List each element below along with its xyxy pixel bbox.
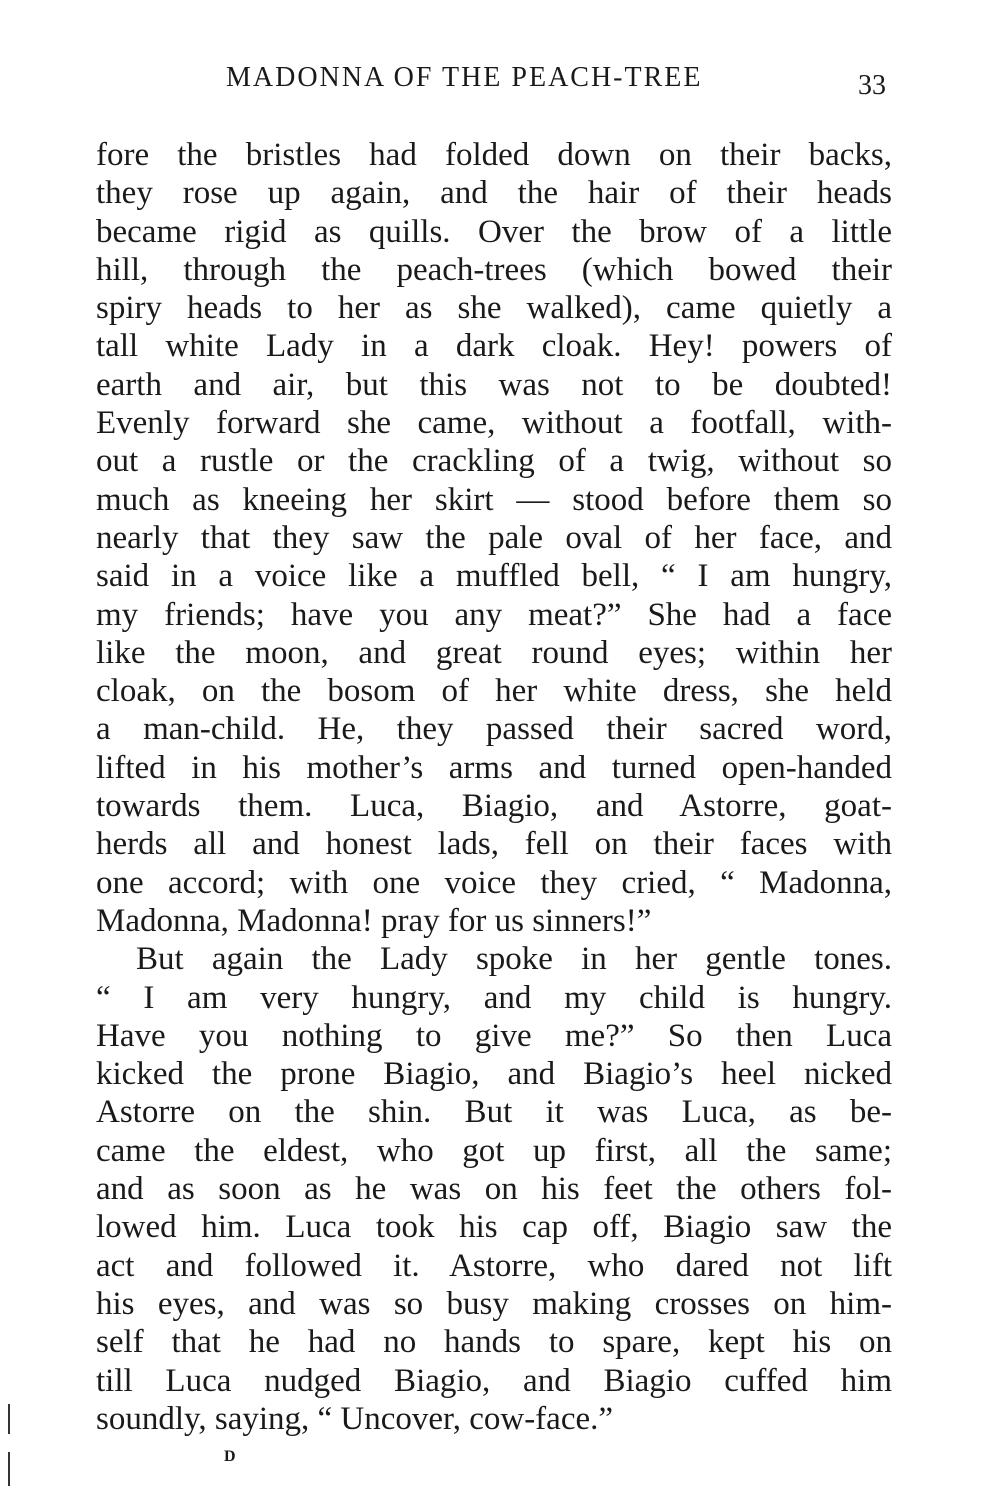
text-line: Astorre on the shin. But it was Luca, as be- bbox=[96, 1094, 892, 1131]
paragraph-end-line: Madonna, Madonna! pray for us sinners!” bbox=[96, 902, 652, 939]
text-line: Evenly forward she came, without a footfall, with- bbox=[96, 405, 892, 442]
text-line: like the moon, and great round eyes; within her bbox=[96, 634, 892, 671]
text-line: kicked the prone Biagio, and Biagio’s heel nicked bbox=[96, 1056, 892, 1093]
text-line: said in a voice like a muffled bell, “ I am hungry, bbox=[96, 558, 892, 595]
text-line: lowed him. Luca took his cap off, Biagio saw the bbox=[96, 1209, 892, 1246]
text-line: one accord; with one voice they cried, “ Madonna, bbox=[96, 864, 892, 901]
running-title: MADONNA OF THE PEACH-TREE bbox=[226, 62, 703, 93]
text-line: self that he had no hands to spare, kept his on bbox=[96, 1324, 892, 1361]
text-line: his eyes, and was so busy making crosses on him- bbox=[96, 1285, 892, 1322]
margin-rule bbox=[8, 1404, 10, 1434]
signature-mark: D bbox=[224, 1448, 237, 1465]
text-line: tall white Lady in a dark cloak. Hey! powers of bbox=[96, 328, 892, 365]
text-line: act and followed it. Astorre, who dared not lift bbox=[96, 1247, 892, 1284]
margin-rule bbox=[8, 1452, 10, 1486]
text-line: came the eldest, who got up first, all the same; bbox=[96, 1132, 892, 1169]
text-line: nearly that they saw the pale oval of her face, and bbox=[96, 519, 892, 556]
text-line: became rigid as quills. Over the brow of a little bbox=[96, 213, 892, 250]
text-line: “ I am very hungry, and my child is hungry. bbox=[96, 979, 892, 1016]
text-line: my friends; have you any meat?” She had a face bbox=[96, 596, 892, 633]
text-line: out a rustle or the crackling of a twig, without so bbox=[96, 443, 892, 480]
text-line: a man-child. He, they passed their sacred word, bbox=[96, 711, 892, 748]
text-line: earth and air, but this was not to be doubted! bbox=[96, 366, 892, 403]
text-line: they rose up again, and the hair of their heads bbox=[96, 175, 892, 212]
text-line: much as kneeing her skirt — stood before them so bbox=[96, 481, 892, 518]
text-line: towards them. Luca, Biagio, and Astorre, goat- bbox=[96, 788, 892, 825]
text-line: till Luca nudged Biagio, and Biagio cuffed him bbox=[96, 1362, 892, 1399]
body-text bbox=[96, 136, 892, 1438]
text-line: spiry heads to her as she walked), came quietly a bbox=[96, 290, 892, 327]
running-head bbox=[0, 62, 1000, 102]
text-line: and as soon as he was on his feet the others fol- bbox=[96, 1171, 892, 1208]
page-number: 33 bbox=[858, 70, 886, 101]
text-line: hill, through the peach-trees (which bowed their bbox=[96, 251, 892, 288]
text-line: herds all and honest lads, fell on their faces with bbox=[96, 826, 892, 863]
paragraph-start-line: But again the Lady spoke in her gentle tones. bbox=[136, 941, 892, 978]
text-line: lifted in his mother’s arms and turned open-handed bbox=[96, 749, 892, 786]
paragraph-end-line: soundly, saying, “ Uncover, cow-face.” bbox=[96, 1400, 614, 1437]
text-line: Have you nothing to give me?” So then Luca bbox=[96, 1017, 892, 1054]
text-line: fore the bristles had folded down on their backs, bbox=[96, 137, 892, 173]
text-line: cloak, on the bosom of her white dress, she held bbox=[96, 673, 892, 710]
